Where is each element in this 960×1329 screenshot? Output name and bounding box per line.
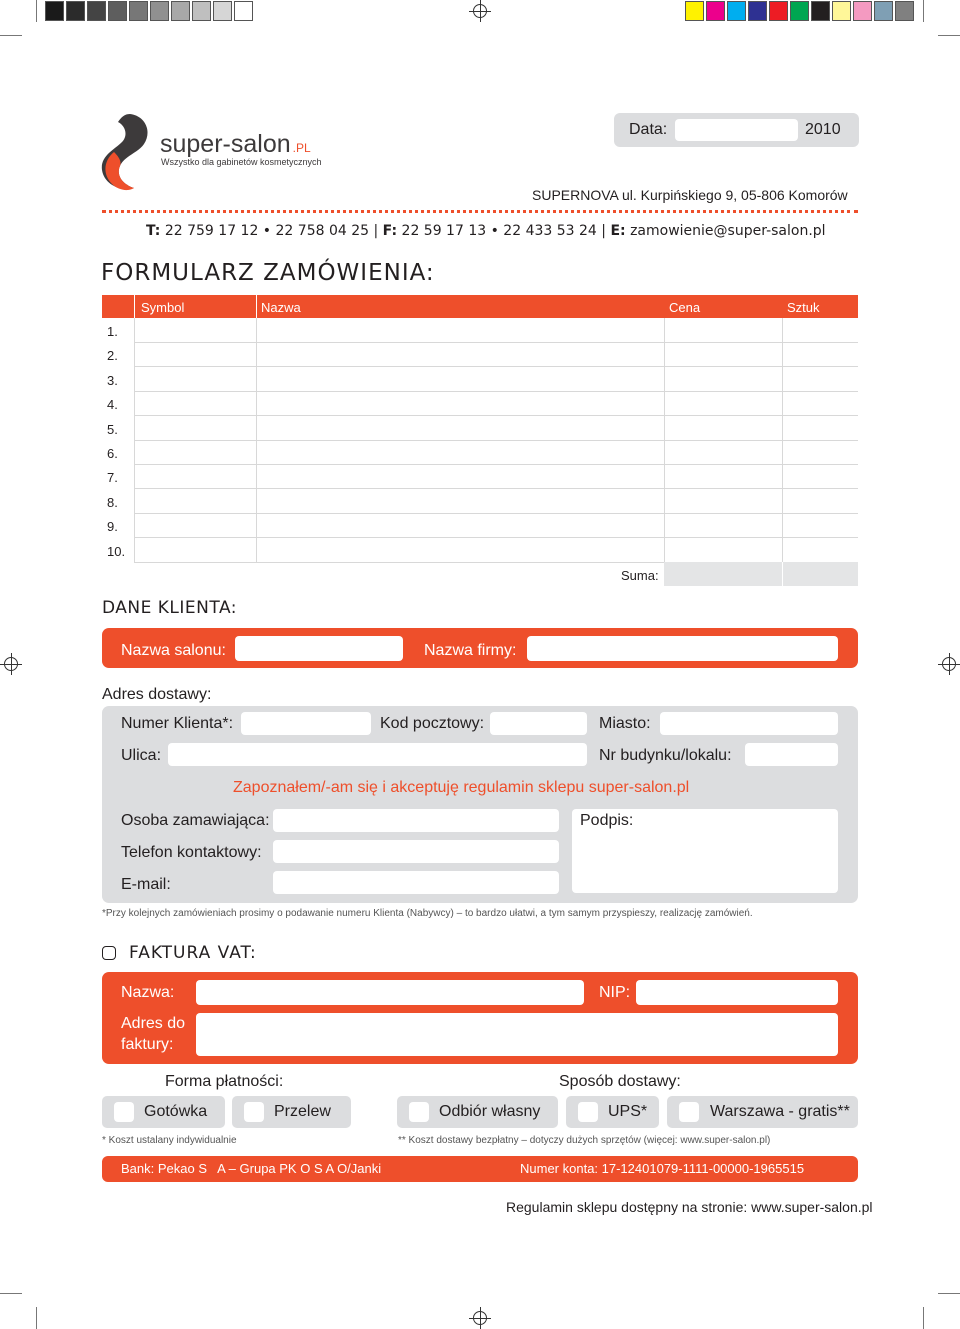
gray-swatch [150, 1, 169, 21]
col-name: Nazwa [261, 300, 301, 315]
payment-option-cash[interactable] [102, 1096, 225, 1128]
color-swatch [811, 1, 830, 21]
color-swatch [874, 1, 893, 21]
payment-note: * Koszt ustalany indywidualnie [102, 1135, 237, 1146]
city-label: Miasto: [599, 715, 651, 732]
salon-name-label: Nazwa salonu: [121, 642, 226, 659]
bank-name: Bank: Pekao S A – Grupa PK O S A O/Janki [121, 1161, 382, 1176]
row-number: 7. [107, 470, 118, 486]
contact-line [146, 223, 826, 239]
gray-swatch [213, 1, 232, 21]
separator: | [373, 223, 379, 239]
separator: | [601, 223, 606, 239]
gray-swatch [108, 1, 127, 21]
gray-swatch [66, 1, 85, 21]
table-row [134, 513, 858, 514]
city-field[interactable] [660, 712, 838, 735]
postal-code-field[interactable] [490, 712, 587, 735]
option-label: Odbiór własny [439, 1103, 541, 1120]
brand-name: super-salon [160, 130, 291, 158]
sum-label: Suma: [621, 568, 659, 583]
invoice-address-label-line2: faktury: [121, 1036, 174, 1053]
fax-numbers: 22 59 17 13 • 22 433 53 24 [401, 223, 597, 239]
company-name-field[interactable] [527, 636, 838, 661]
crop-mark [36, 1307, 37, 1329]
bank-account: Numer konta: 17-12401079-1111-00000-1965515 [520, 1161, 805, 1176]
gray-swatch [171, 1, 190, 21]
invoice-name-field[interactable] [196, 980, 584, 1005]
color-swatch [748, 1, 767, 21]
invoice-name-label: Nazwa: [121, 984, 175, 1001]
delivery-option-pickup[interactable] [397, 1096, 558, 1128]
checkbox-icon[interactable] [679, 1102, 699, 1122]
registration-mark-icon [473, 4, 487, 18]
form-title: FORMULARZ ZAMÓWIENIA: [101, 260, 435, 286]
gray-swatch [192, 1, 211, 21]
invoice-address-label-line1: Adres do [121, 1015, 186, 1032]
nip-field[interactable] [636, 980, 838, 1005]
crop-mark [0, 35, 22, 36]
col-divider [782, 318, 783, 586]
table-row [134, 366, 858, 367]
checkbox-icon[interactable] [244, 1102, 264, 1122]
row-number: 1. [107, 324, 118, 339]
delivery-option-warsaw[interactable] [667, 1096, 858, 1128]
fax-label: F: [382, 223, 398, 239]
email-label: E: [610, 223, 626, 239]
col-divider [664, 318, 665, 586]
color-swatch [895, 1, 914, 21]
checkbox-icon[interactable] [578, 1102, 598, 1122]
registration-mark-icon [473, 1311, 487, 1325]
client-number-footnote: *Przy kolejnych zamówieniach prosimy o podawanie numeru Klienta (Nabywcy) – to bardzo ułatwi, a tym samym przyspieszy, realizację zamówień. [102, 908, 753, 919]
crop-mark [36, 0, 37, 22]
company-name-label: Nazwa firmy: [424, 642, 517, 659]
delivery-note: ** Koszt dostawy bezpłatny – dotyczy dużych sprzętów (więcej: www.super-salon.pl) [398, 1135, 771, 1146]
company-address: SUPERNOVA ul. Kurpińskiego 9, 05-806 Komorów [532, 187, 848, 203]
row-number: 10. [107, 543, 126, 559]
row-number: 5. [107, 421, 118, 437]
gray-swatch [129, 1, 148, 21]
email-field-label: E-mail: [121, 876, 171, 893]
row-number: 8. [107, 494, 118, 510]
street-label: Ulica: [121, 747, 162, 764]
table-row [134, 464, 858, 465]
crop-mark [938, 35, 960, 36]
registration-mark-icon [942, 657, 956, 671]
table-row [134, 488, 858, 489]
color-swatch [832, 1, 851, 21]
row-number: 3. [107, 372, 118, 388]
street-field[interactable] [168, 743, 587, 766]
option-label: UPS* [608, 1103, 648, 1120]
salon-name-field[interactable] [235, 636, 403, 661]
date-field[interactable] [675, 119, 798, 141]
date-year: 2010 [805, 121, 841, 138]
email-field[interactable] [273, 871, 559, 894]
rules-link-text: Regulamin sklepu dostępny na stronie: www.super-salon.pl [506, 1199, 873, 1215]
crop-mark [938, 1293, 960, 1294]
payment-method-title: Forma płatności: [165, 1073, 284, 1090]
col-price: Cena [669, 300, 701, 315]
table-row [134, 537, 858, 538]
invoice-title: FAKTURA VAT: [129, 943, 257, 963]
color-swatch [706, 1, 725, 21]
gray-swatch [45, 1, 64, 21]
checkbox-icon[interactable] [114, 1102, 134, 1122]
invoice-address-field[interactable] [196, 1013, 838, 1056]
nip-label: NIP: [599, 984, 631, 1001]
color-swatch [853, 1, 872, 21]
table-header [102, 295, 858, 318]
ordering-person-field[interactable] [273, 809, 559, 832]
logo-icon [100, 112, 152, 192]
crop-mark [923, 0, 924, 22]
brand-tagline: Wszystko dla gabinetów kosmetycznych [161, 157, 322, 167]
phone-numbers: 22 759 17 12 • 22 758 04 25 [164, 223, 370, 239]
col-divider [782, 562, 783, 586]
gray-swatch [234, 1, 253, 21]
col-divider [134, 318, 135, 562]
col-quantity: Sztuk [787, 300, 820, 315]
order-email: zamowienie@super-salon.pl [630, 223, 826, 239]
phone-contact-field[interactable] [273, 840, 559, 863]
terms-acceptance: Zapoznałem/-am się i akceptuję regulamin sklepu super-salon.pl [233, 779, 690, 796]
row-number: 9. [107, 519, 118, 535]
date-label: Data: [629, 121, 668, 138]
building-label: Nr budynku/lokalu: [599, 747, 732, 764]
brand-tld: .PL [292, 141, 311, 155]
color-swatch [790, 1, 809, 21]
ordering-person-label: Osoba zamawiająca: [121, 812, 270, 829]
row-number: 6. [107, 446, 118, 461]
client-number-field[interactable] [241, 712, 371, 735]
crop-mark [0, 1293, 22, 1294]
postal-code-label: Kod pocztowy: [380, 715, 485, 732]
table-row [134, 440, 858, 441]
col-symbol: Symbol [141, 300, 185, 315]
client-number-label: Numer Klienta*: [121, 715, 234, 732]
delivery-address-title: Adres dostawy: [102, 686, 212, 703]
option-label: Warszawa - gratis** [710, 1103, 850, 1120]
color-swatch [769, 1, 788, 21]
option-label: Gotówka [144, 1103, 208, 1120]
option-label: Przelew [274, 1103, 331, 1120]
delivery-method-title: Sposób dostawy: [559, 1073, 681, 1090]
row-number: 2. [107, 348, 118, 364]
payment-option-transfer[interactable] [232, 1096, 351, 1128]
phone-contact-label: Telefon kontaktowy: [121, 844, 262, 861]
col-divider [256, 318, 257, 562]
phone-label: T: [146, 223, 161, 239]
gray-swatch [87, 1, 106, 21]
client-title: DANE KLIENTA: [102, 598, 237, 618]
color-swatch [727, 1, 746, 21]
signature-label: Podpis: [580, 812, 634, 829]
sum-field[interactable] [664, 562, 858, 586]
table-row [134, 391, 858, 392]
registration-mark-icon [4, 657, 18, 671]
table-row [134, 415, 858, 416]
crop-mark [923, 1307, 924, 1329]
color-swatch [685, 1, 704, 21]
delivery-option-ups[interactable] [566, 1096, 659, 1128]
invoice-checkbox[interactable] [102, 946, 116, 960]
checkbox-icon[interactable] [409, 1102, 429, 1122]
table-row [134, 342, 858, 343]
row-number: 4. [107, 397, 118, 413]
building-field[interactable] [745, 743, 838, 766]
dotted-divider [102, 210, 858, 213]
